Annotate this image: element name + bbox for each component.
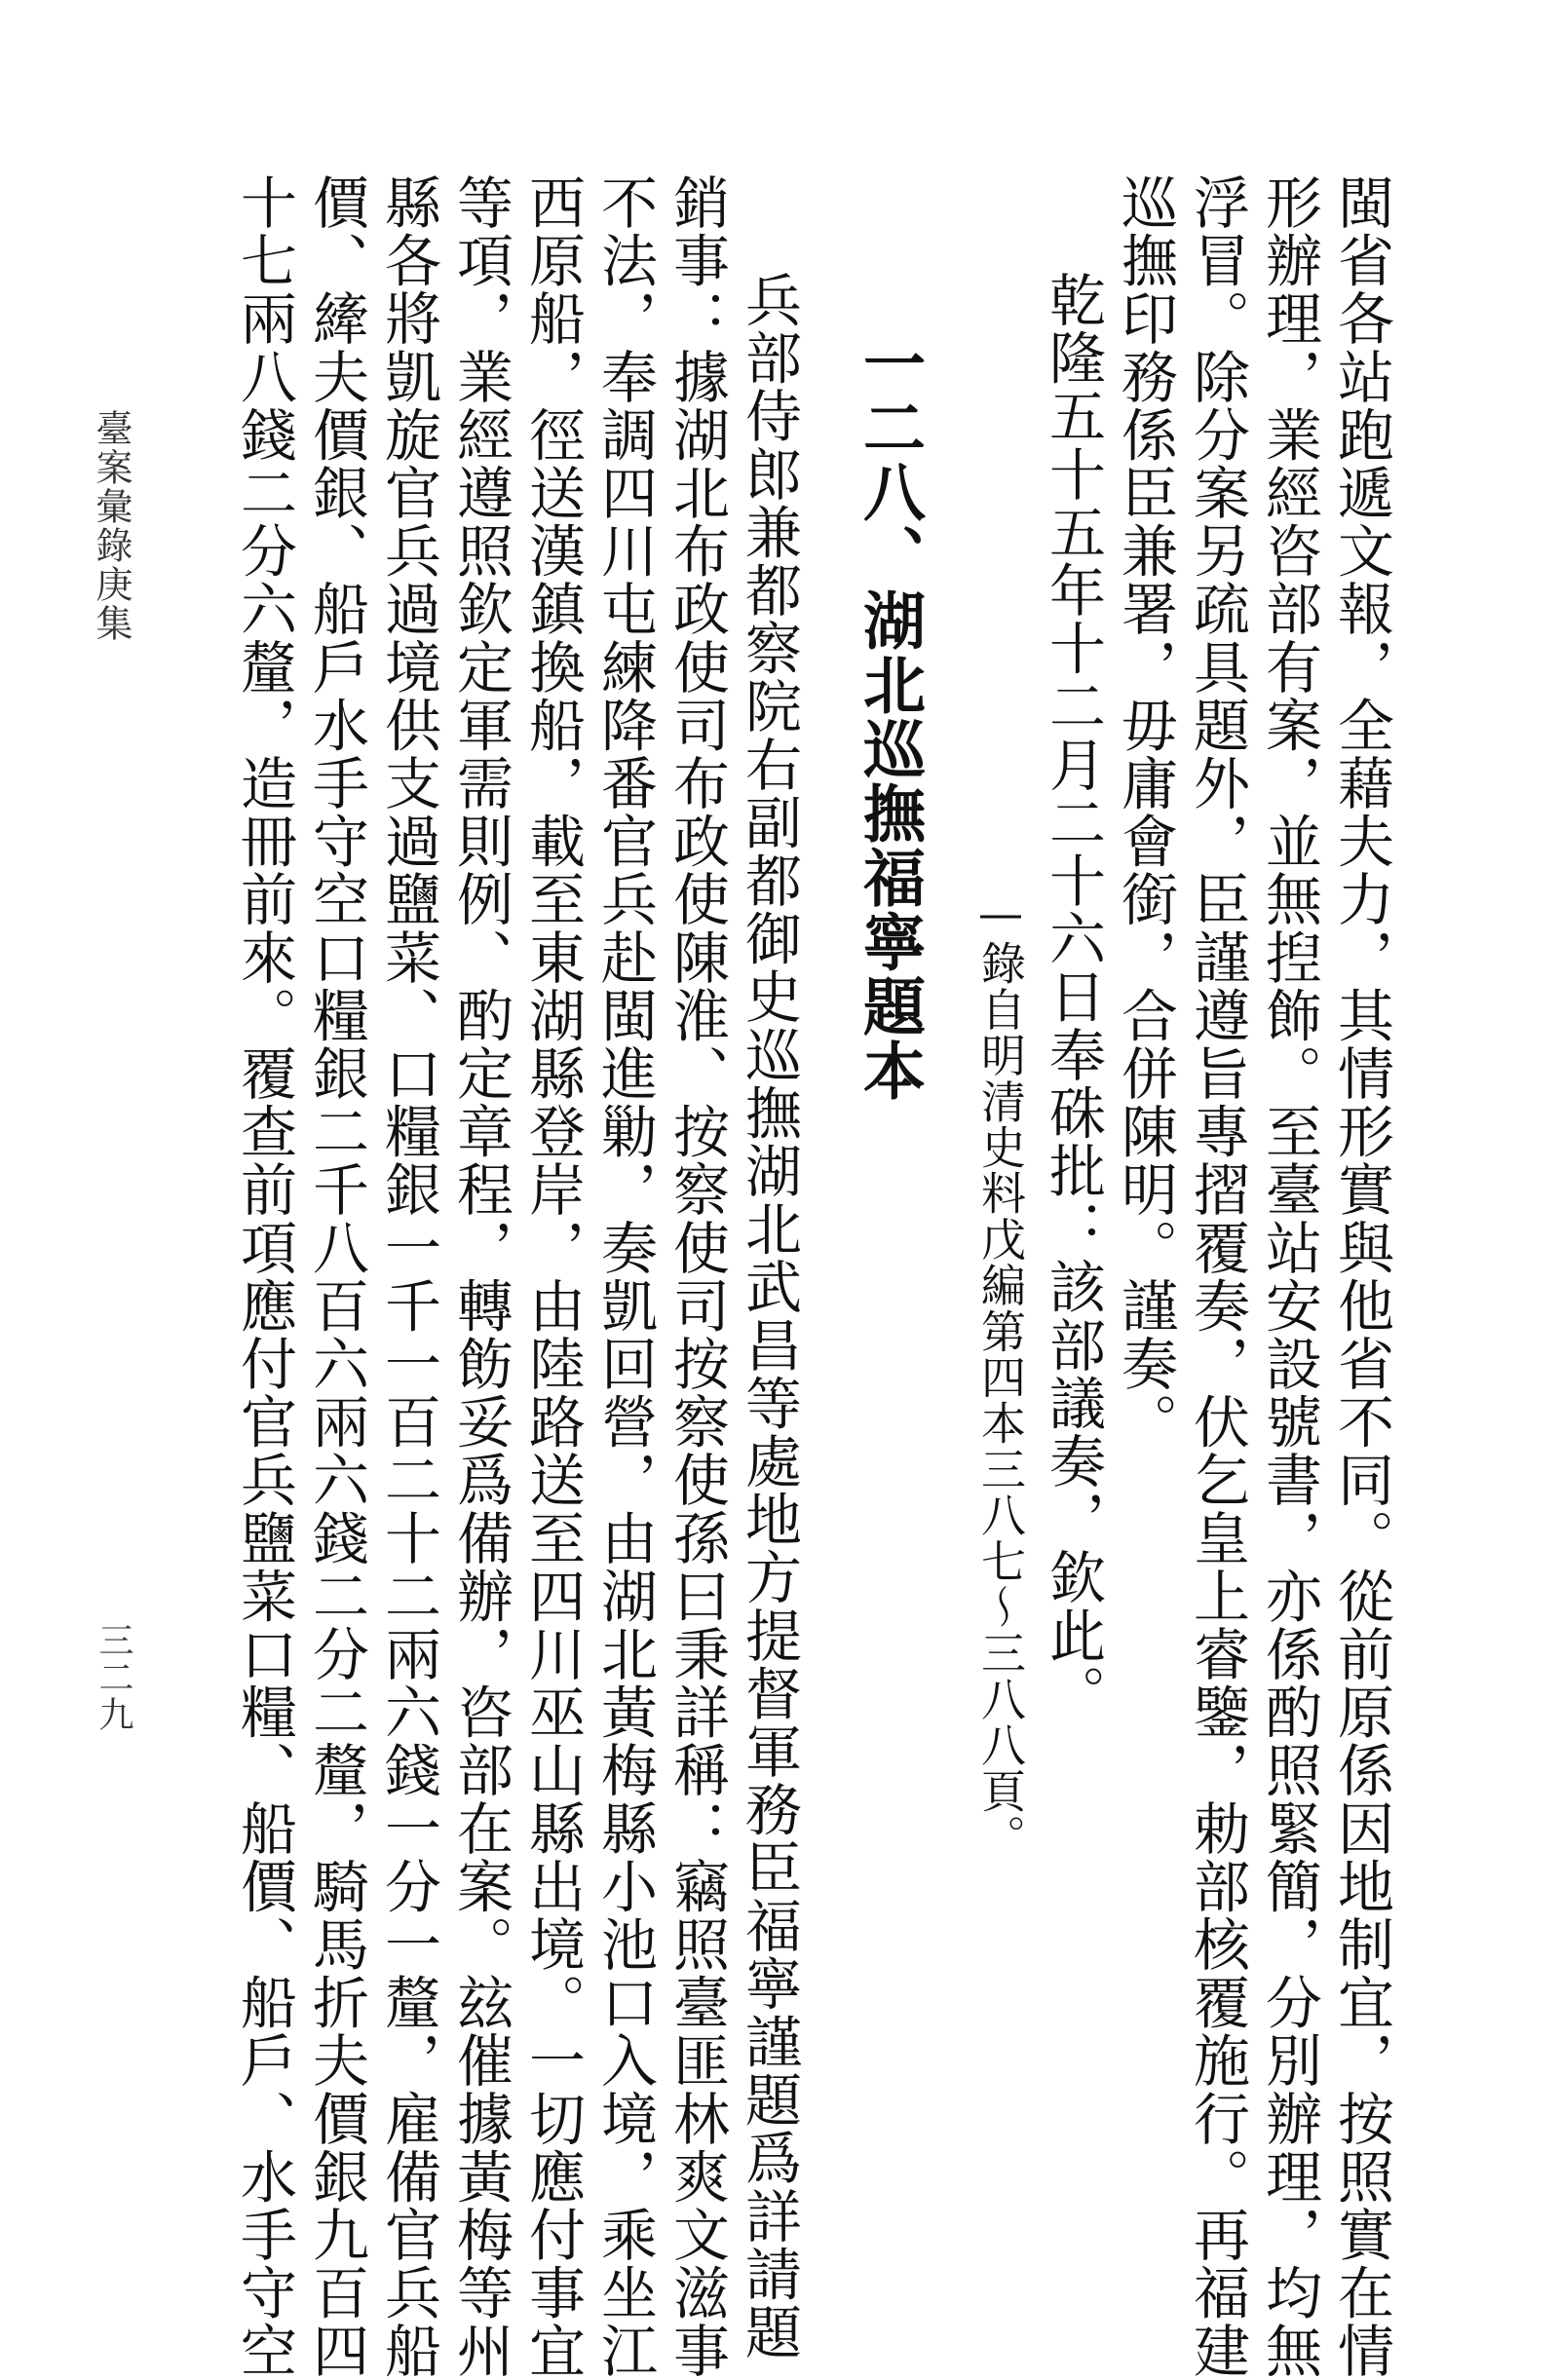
body-text-line: 不法，奉調四川屯練降番官兵赴閩進勦，奏凱回營，由湖北黃梅縣小池口入境，乘坐江	[591, 173, 658, 2380]
body-text-line: 十七兩八錢二分六釐，造冊前來。覆查前項應付官兵鹽菜口糧、船價、船戶、水手守空	[231, 173, 297, 2380]
body-text-line: 兵部侍郎兼都察院右副都御史巡撫湖北武昌等處地方提督軍務臣福寧謹題爲詳請題	[736, 271, 802, 2361]
document-heading: 一二八、湖北巡撫福寧題本	[853, 331, 926, 1103]
body-text-line: 西原船，徑送漢鎮換船，載至東湖縣登岸，由陸路送至四川巫山縣出境。一切應付事宜	[519, 173, 586, 2380]
source-citation: —錄自明清史料戊編第四本三八七～三八八頁。	[974, 887, 1027, 1861]
body-text-line: 銷事：據湖北布政使司布政使陳淮、按察使司按察使孫曰秉詳稱：竊照臺匪林爽文滋事	[664, 173, 730, 2380]
prev-text-line: 形辦理，業經咨部有案，並無揑飾。至臺站安設號書，亦係酌照緊簡，分別辦理，均無	[1256, 173, 1322, 2380]
prev-text-line: 浮冒。除分案另疏具題外，臣謹遵旨專摺覆奏，伏乞皇上睿鑒，勅部核覆施行。再福建	[1184, 173, 1250, 2380]
body-text-line: 縣各將凱旋官兵過境供支過鹽菜、口糧銀一千一百二十二兩六錢一分一釐，雇備官兵船	[375, 173, 441, 2380]
running-title: 臺案彙錄庚集	[90, 409, 133, 643]
prev-text-line: 閩省各站跑遞文報，全藉夫力，其情形實與他省不同。從前原係因地制宜，按照實在情	[1328, 173, 1394, 2380]
page-number: 三二九	[94, 1622, 133, 1733]
prev-text-line: 巡撫印務係臣兼署，毋庸會銜，合併陳明。謹奏。	[1112, 173, 1178, 1452]
body-text-line: 等項，業經遵照欽定軍需則例、酌定章程，轉飭妥爲備辦，咨部在案。玆催據黃梅等州	[447, 173, 513, 2380]
body-text-line: 價、縴夫價銀、船戶水手守空口糧銀二千八百六兩六錢二分二釐，騎馬折夫價銀九百四	[303, 173, 369, 2380]
imperial-rescript-date-line: 乾隆五十五年十二月二十六日奉硃批：該部議奏，欽此。	[1040, 271, 1106, 1722]
